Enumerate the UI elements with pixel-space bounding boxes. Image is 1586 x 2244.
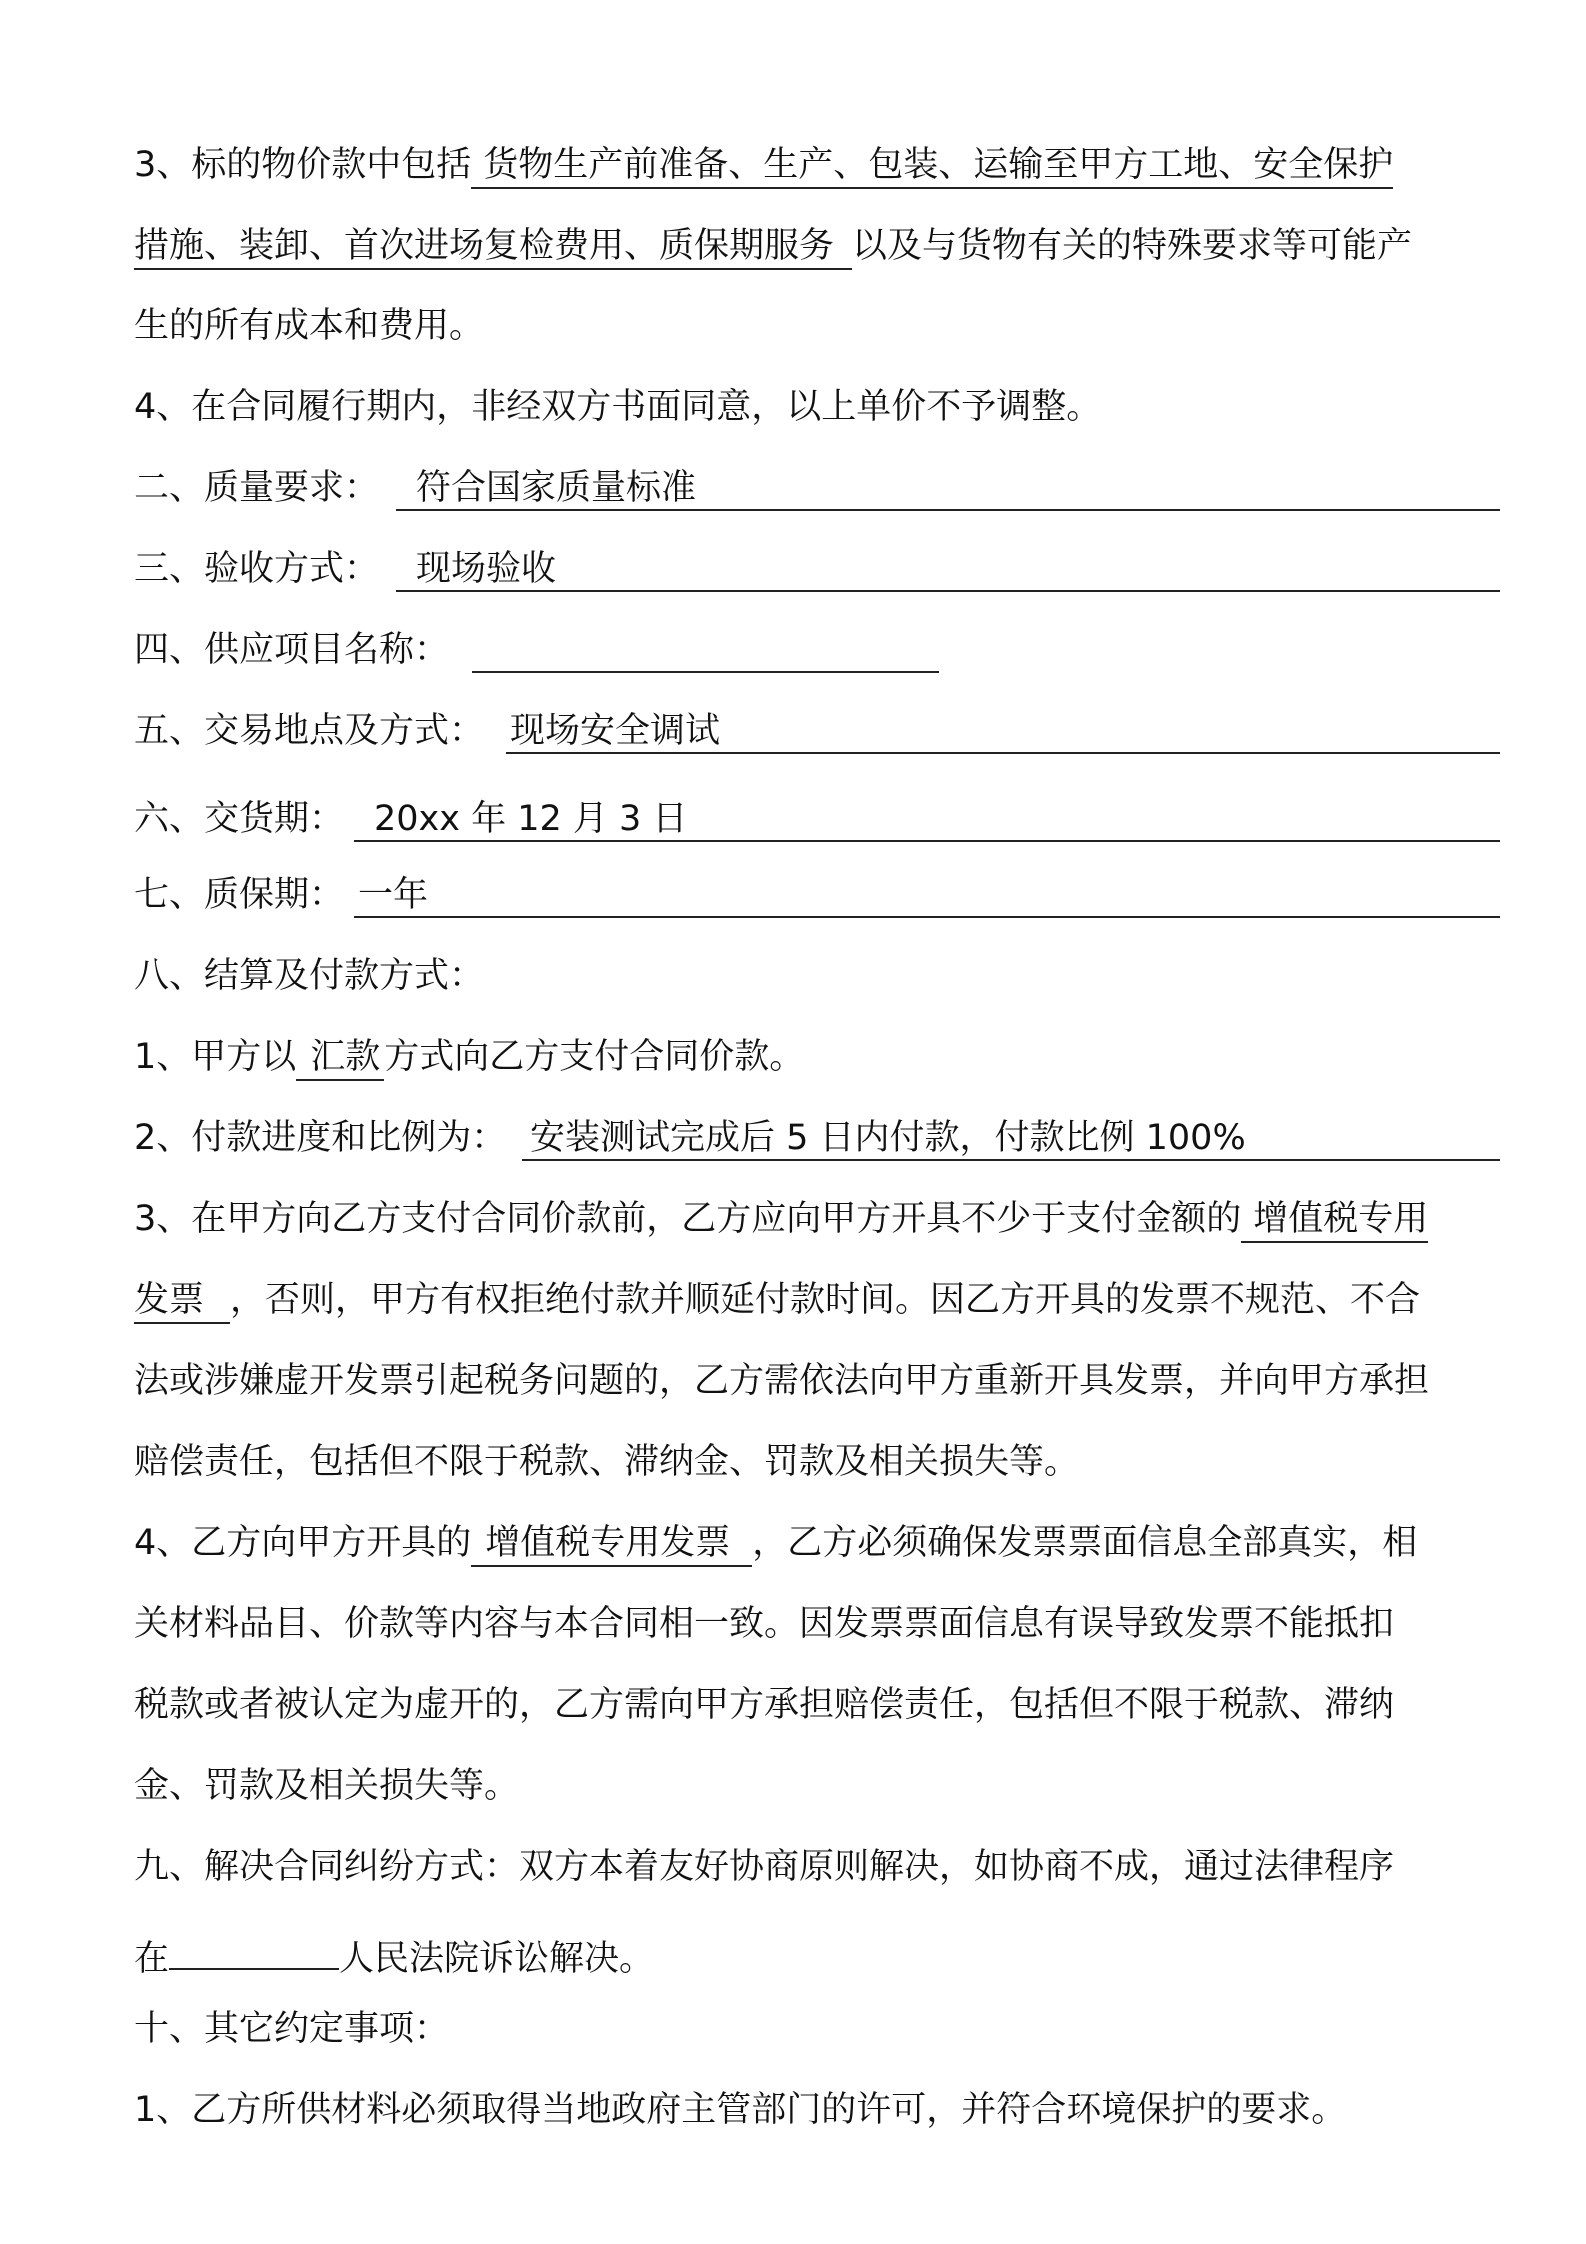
settlement-heading: 八、结算及付款方式： (134, 956, 485, 996)
dispute-court-suffix: 人民法院诉讼解决。 (339, 1939, 655, 1979)
acceptance-underline (396, 590, 1500, 592)
invoice-clause-line-1 (134, 1195, 1428, 1243)
invoice-type-value-cont: 发票 (134, 1278, 230, 1324)
warranty-underline (354, 916, 1500, 918)
delivery-value: 20xx 年 12 月 3 日 (374, 799, 688, 839)
invoice-clause-line-2 (134, 1276, 1420, 1324)
payment-method-value: 汇款 (296, 1035, 384, 1081)
invoice-info-line-4: 金、罚款及相关损失等。 (134, 1766, 520, 1806)
warranty-label: 七、质保期： (134, 875, 345, 915)
invoice-info-type: 增值税专用发票 (471, 1521, 752, 1567)
warranty-value: 一年 (358, 875, 429, 915)
trade-location-label: 五、交易地点及方式： (134, 711, 485, 751)
acceptance-value: 现场验收 (416, 549, 557, 589)
invoice-info-line-1 (134, 1519, 1417, 1567)
payment-method-suffix: 方式向乙方支付合同价款。 (384, 1037, 805, 1077)
payment-schedule-label: 2、付款进度和比例为： (134, 1118, 507, 1158)
price-includes-suffix: 以及与货物有关的特殊要求等可能产 (852, 226, 1413, 266)
price-includes-line-3: 生的所有成本和费用。 (134, 306, 485, 346)
price-includes-items: 货物生产前准备、生产、包装、运输至甲方工地、安全保护 (471, 143, 1393, 189)
unit-price-clause: 4、在合同履行期内，非经双方书面同意，以上单价不予调整。 (134, 387, 1102, 427)
project-name-label: 四、供应项目名称： (134, 630, 450, 670)
dispute-line-1: 九、解决合同纠纷方式：双方本着友好协商原则解决，如协商不成，通过法律程序 (134, 1847, 1395, 1887)
acceptance-label: 三、验收方式： (134, 549, 380, 589)
invoice-info-prefix: 4、乙方向甲方开具的 (134, 1523, 472, 1563)
invoice-clause-prefix: 3、在甲方向乙方支付合同价款前，乙方应向甲方开具不少于支付金额的 (134, 1199, 1242, 1239)
trade-location-value: 现场安全调试 (510, 711, 721, 751)
invoice-clause-line-4: 赔偿责任，包括但不限于税款、滞纳金、罚款及相关损失等。 (134, 1442, 1080, 1482)
price-includes-line-2 (134, 222, 1412, 270)
quality-label: 二、质量要求： (134, 468, 380, 508)
payment-method-line (134, 1033, 804, 1081)
dispute-court-blank (169, 1924, 339, 1970)
payment-method-prefix: 1、甲方以 (134, 1037, 297, 1077)
other-terms-heading: 十、其它约定事项： (134, 2009, 450, 2049)
price-includes-line-1 (134, 141, 1393, 189)
invoice-type-value: 增值税专用 (1241, 1197, 1428, 1243)
quality-value: 符合国家质量标准 (416, 468, 697, 508)
invoice-info-suffix: ，乙方必须确保发票票面信息全部真实，相 (752, 1523, 1418, 1563)
invoice-clause-suffix: ，否则，甲方有权拒绝付款并顺延付款时间。因乙方开具的发票不规范、不合 (230, 1280, 1421, 1320)
delivery-label: 六、交货期： (134, 799, 345, 839)
dispute-line-2 (134, 1924, 655, 1979)
price-includes-items-cont: 措施、装卸、首次进场复检费用、质保期服务 (134, 224, 852, 270)
payment-schedule-value: 安装测试完成后 5 日内付款，付款比例 100% (530, 1118, 1246, 1158)
quality-requirement (134, 464, 379, 512)
invoice-info-line-3: 税款或者被认定为虚开的，乙方需向甲方承担赔偿责任，包括但不限于税款、滞纳 (134, 1685, 1395, 1725)
dispute-court-prefix: 在 (134, 1939, 170, 1979)
project-name-blank (472, 671, 939, 673)
price-includes-prefix: 3、标的物价款中包括 (134, 145, 472, 185)
other-terms-item-1: 1、乙方所供材料必须取得当地政府主管部门的许可，并符合环境保护的要求。 (134, 2090, 1347, 2130)
invoice-clause-line-3: 法或涉嫌虚开发票引起税务问题的，乙方需依法向甲方重新开具发票，并向甲方承担 (134, 1361, 1430, 1401)
invoice-info-line-2: 关材料品目、价款等内容与本合同相一致。因发票票面信息有误导致发票不能抵扣 (134, 1604, 1395, 1644)
